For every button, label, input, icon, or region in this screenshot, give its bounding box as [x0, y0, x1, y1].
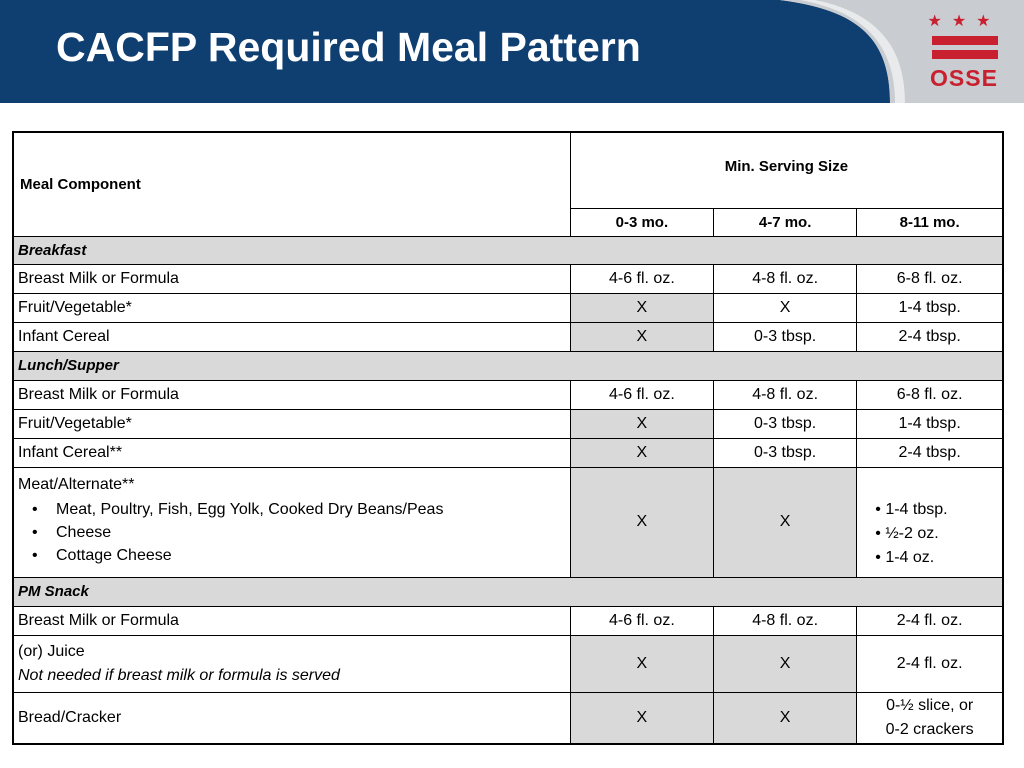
value-cell: X: [570, 467, 713, 577]
value-cell: X: [713, 692, 856, 744]
table-row: [13, 692, 1003, 744]
juice-label: (or) Juice: [18, 642, 85, 660]
meat-alternate-label: Meat/Alternate**: [18, 475, 135, 493]
section-snack: PM Snack: [13, 577, 1003, 606]
value-cell: 4-6 fl. oz.: [570, 606, 713, 635]
bread-value-line: 0-½ slice, or: [886, 696, 974, 714]
juice-note: Not needed if breast milk or formula is served: [18, 666, 340, 684]
table-row: [13, 264, 1003, 293]
table-row: [13, 380, 1003, 409]
list-item: • 1-4 oz.: [875, 548, 935, 566]
table-row: [13, 322, 1003, 351]
age-group-1: 4-7 mo.: [713, 208, 856, 236]
meal-pattern-table: [12, 131, 1004, 745]
component-cell: Bread/Cracker: [13, 692, 570, 744]
section-breakfast: Breakfast: [13, 236, 1003, 264]
value-cell: 2-4 tbsp.: [857, 438, 1003, 467]
component-cell: Fruit/Vegetable*: [13, 409, 570, 438]
component-cell: [13, 467, 570, 577]
value-cell: 2-4 fl. oz.: [857, 606, 1003, 635]
list-item: • Meat, Poultry, Fish, Egg Yolk, Cooked Dry Beans/Peas: [18, 498, 566, 521]
value-cell: [857, 467, 1003, 577]
bread-value-line: 0-2 crackers: [885, 720, 974, 738]
value-cell: 0-3 tbsp.: [713, 409, 856, 438]
value-cell: 2-4 tbsp.: [857, 322, 1003, 351]
section-lunch: Lunch/Supper: [13, 351, 1003, 380]
value-cell: X: [570, 692, 713, 744]
value-cell: X: [570, 322, 713, 351]
value-cell: [857, 692, 1003, 744]
page-title: CACFP Required Meal Pattern: [56, 24, 641, 70]
age-group-2: 8-11 mo.: [857, 208, 1003, 236]
list-item: • Cottage Cheese: [18, 544, 566, 567]
osse-logo: [924, 12, 1004, 92]
table-row: [13, 606, 1003, 635]
component-cell: Fruit/Vegetable*: [13, 293, 570, 322]
value-cell: X: [570, 409, 713, 438]
serving-size-header: Min. Serving Size: [570, 132, 1003, 208]
value-cell: X: [570, 438, 713, 467]
table-header-row: [13, 132, 1003, 208]
meal-component-header: Meal Component: [13, 132, 570, 236]
meat-alternate-list: [18, 498, 566, 567]
value-cell: X: [713, 467, 856, 577]
list-item: • Cheese: [18, 521, 566, 544]
value-cell: 6-8 fl. oz.: [857, 264, 1003, 293]
component-cell: Breast Milk or Formula: [13, 606, 570, 635]
value-cell: 6-8 fl. oz.: [857, 380, 1003, 409]
component-cell: Infant Cereal: [13, 322, 570, 351]
table-row: [13, 293, 1003, 322]
section-row: [13, 236, 1003, 264]
value-cell: 1-4 tbsp.: [857, 293, 1003, 322]
value-cell: 4-8 fl. oz.: [713, 380, 856, 409]
value-cell: X: [570, 293, 713, 322]
value-cell: 4-6 fl. oz.: [570, 264, 713, 293]
value-cell: 1-4 tbsp.: [857, 409, 1003, 438]
age-group-0: 0-3 mo.: [570, 208, 713, 236]
value-cell: 2-4 fl. oz.: [857, 635, 1003, 692]
table-row: [13, 438, 1003, 467]
component-cell: Breast Milk or Formula: [13, 380, 570, 409]
table-row: [13, 467, 1003, 577]
logo-wordmark: OSSE: [930, 65, 998, 91]
value-cell: 0-3 tbsp.: [713, 322, 856, 351]
section-row: [13, 577, 1003, 606]
section-row: [13, 351, 1003, 380]
value-cell: 4-6 fl. oz.: [570, 380, 713, 409]
table-row: [13, 409, 1003, 438]
value-cell: 4-8 fl. oz.: [713, 606, 856, 635]
value-cell: X: [713, 293, 856, 322]
table-row: [13, 635, 1003, 692]
component-cell: [13, 635, 570, 692]
logo-stripe-icon: [932, 36, 998, 45]
list-item: • 1-4 tbsp.: [875, 500, 948, 518]
list-item: • ½-2 oz.: [875, 524, 939, 542]
logo-stars-icon: ★★★: [927, 13, 1001, 30]
component-cell: Breast Milk or Formula: [13, 264, 570, 293]
slide-header: [0, 0, 1024, 103]
value-cell: X: [570, 635, 713, 692]
value-cell: 0-3 tbsp.: [713, 438, 856, 467]
value-cell: 4-8 fl. oz.: [713, 264, 856, 293]
value-cell: X: [713, 635, 856, 692]
component-cell: Infant Cereal**: [13, 438, 570, 467]
logo-stripe-icon: [932, 50, 998, 59]
